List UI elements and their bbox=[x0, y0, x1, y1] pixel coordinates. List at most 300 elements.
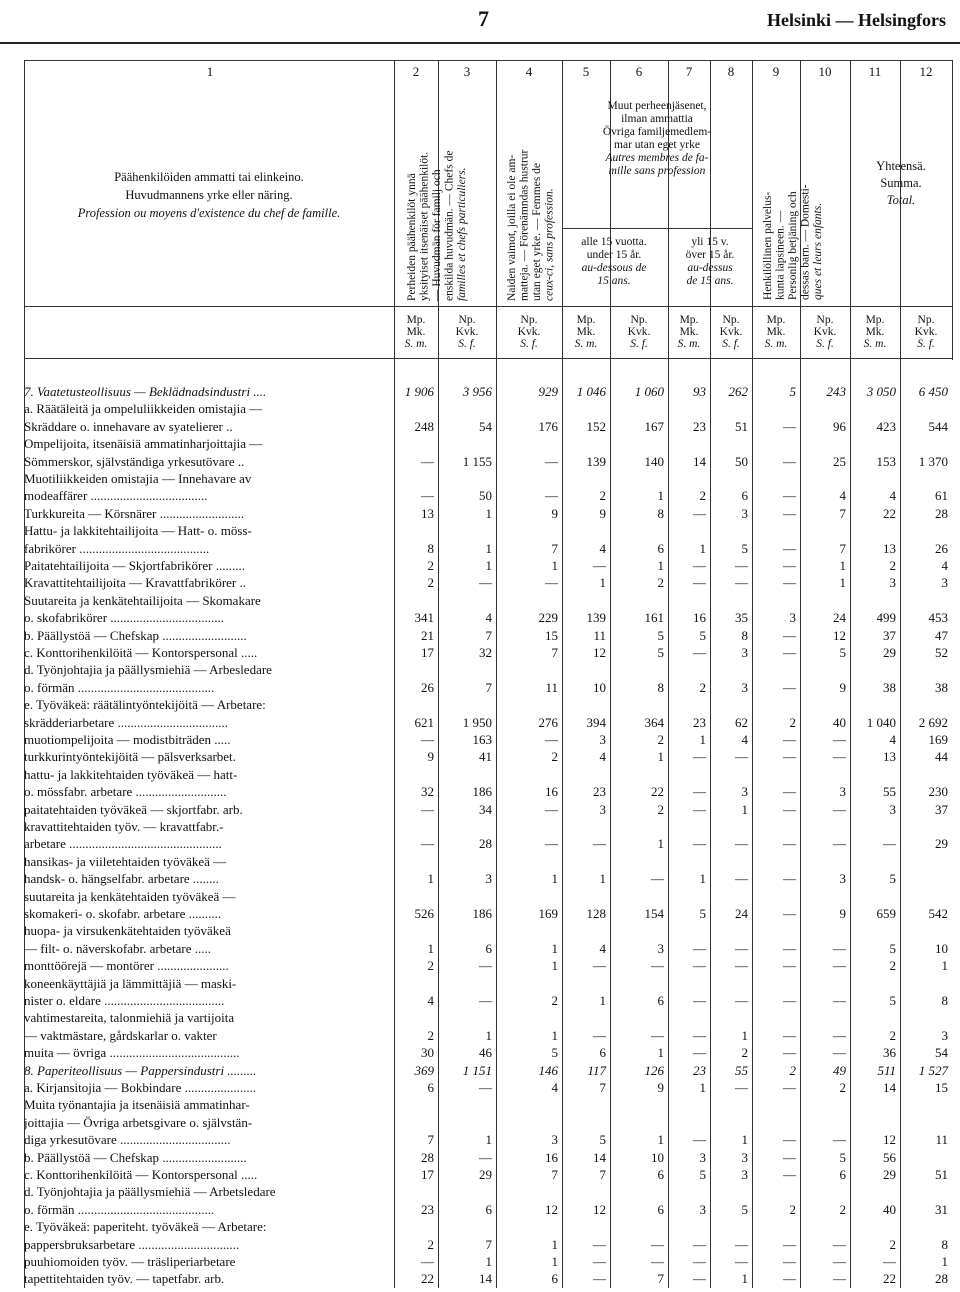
table-cell: 6 bbox=[551, 1271, 558, 1287]
table-row bbox=[0, 957, 960, 975]
table-cell: — bbox=[783, 627, 796, 643]
table-cell: — bbox=[883, 836, 896, 852]
table-cell: 14 bbox=[479, 1271, 492, 1287]
table-cell: 2 bbox=[699, 679, 706, 695]
table-cell: 93 bbox=[693, 384, 706, 399]
col2-line-3: — Huvudmän för familj och bbox=[431, 169, 443, 301]
table-cell: 12 bbox=[593, 645, 606, 660]
table-cell: 61 bbox=[935, 488, 948, 504]
table-cell: 659 bbox=[876, 906, 896, 921]
table-cell: — bbox=[693, 993, 706, 1008]
sex-subheader-line: Mk. bbox=[679, 326, 699, 338]
table-cell: 16 bbox=[545, 1149, 558, 1165]
table-cell: 56 bbox=[883, 1149, 896, 1165]
table-cell: 36 bbox=[883, 1045, 896, 1061]
table-cell: — bbox=[833, 1271, 846, 1287]
table-cell: 3 bbox=[741, 1149, 748, 1165]
table-cell: 5 bbox=[699, 1167, 706, 1182]
table-cell: 10 bbox=[651, 1149, 664, 1165]
table-cell: — bbox=[783, 488, 796, 504]
table-cell: 2 bbox=[741, 1045, 748, 1061]
table-cell: 3 bbox=[789, 610, 796, 626]
table-row bbox=[0, 1253, 960, 1271]
table-cell: 40 bbox=[883, 1201, 896, 1217]
table-row bbox=[0, 870, 960, 888]
table-cell: 4 bbox=[839, 488, 846, 504]
header-rule-bottom bbox=[24, 358, 952, 359]
stub-header bbox=[24, 168, 394, 222]
table-cell: 3 bbox=[551, 1132, 558, 1148]
table-cell: — bbox=[693, 940, 706, 956]
table-cell: 1 bbox=[657, 488, 664, 504]
table-cell: 15 bbox=[935, 1080, 948, 1095]
row-label: paitatehtaiden työväkeä — skjortfabr. arb. bbox=[24, 801, 243, 817]
table-cell: 8 bbox=[427, 540, 434, 556]
table-cell: — bbox=[833, 1236, 846, 1252]
stub-header-fr: Profession ou moyens d'existence du chef de famille. bbox=[77, 206, 341, 220]
sex-subheader bbox=[438, 314, 496, 350]
table-cell: 230 bbox=[928, 784, 948, 800]
table-row bbox=[0, 1183, 960, 1201]
table-cell: 5 bbox=[699, 906, 706, 921]
row-label: 7. Vaatetusteollisuus — Beklädnadsindustri .... bbox=[24, 384, 267, 399]
table-cell: 9 bbox=[657, 1080, 664, 1095]
table-cell: 128 bbox=[586, 906, 606, 921]
col2-line-5: familles et chefs particuliers. bbox=[456, 167, 468, 301]
table-row bbox=[0, 661, 960, 679]
table-cell: 7 bbox=[485, 627, 492, 643]
table-cell: 22 bbox=[883, 505, 896, 521]
table-cell: 26 bbox=[421, 679, 434, 695]
col5-6-line-3: au-dessous de bbox=[581, 262, 647, 274]
table-row bbox=[0, 818, 960, 836]
table-cell: — bbox=[833, 993, 846, 1008]
table-cell: — bbox=[545, 836, 558, 852]
table-cell: 1 bbox=[941, 1254, 948, 1269]
table-cell: 139 bbox=[586, 453, 606, 469]
table-cell: — bbox=[693, 1236, 706, 1252]
sex-subheader-line: Np. bbox=[917, 314, 935, 326]
sex-subheader-line: S. f. bbox=[458, 338, 476, 350]
table-row bbox=[0, 522, 960, 540]
table-cell: 2 bbox=[889, 1236, 896, 1252]
table-cell: — bbox=[593, 836, 606, 852]
table-cell: — bbox=[693, 836, 706, 852]
table-cell: 51 bbox=[935, 1167, 948, 1182]
table-cell: 23 bbox=[421, 1201, 434, 1217]
table-cell: 4 bbox=[889, 488, 896, 504]
table-cell: — bbox=[783, 749, 796, 765]
row-label: a. Räätäleitä ja ompeluliikkeiden omistajia — bbox=[24, 401, 263, 417]
row-label: 8. Paperiteollisuus — Pappersindustri ......... bbox=[24, 1062, 257, 1078]
table-cell: 3 050 bbox=[866, 384, 896, 399]
table-cell: 2 bbox=[551, 749, 558, 765]
table-row bbox=[0, 922, 960, 940]
table-cell: 6 450 bbox=[918, 384, 948, 399]
col9-line-1: Henkilöllinen palvelus- bbox=[762, 191, 774, 300]
table-cell: 7 bbox=[551, 1167, 558, 1182]
column-divider bbox=[952, 60, 953, 360]
table-cell: — bbox=[693, 1132, 706, 1148]
table-cell: 186 bbox=[472, 784, 492, 800]
table-cell: — bbox=[883, 1254, 896, 1269]
table-cell: 453 bbox=[928, 610, 948, 626]
table-cell: 13 bbox=[883, 749, 896, 765]
column-number: 3 bbox=[463, 64, 471, 79]
sex-subheader-line: Kvk. bbox=[627, 326, 651, 338]
table-cell: 3 956 bbox=[462, 384, 492, 399]
table-cell: 7 bbox=[839, 540, 846, 556]
table-cell: 7 bbox=[599, 1080, 606, 1095]
table-row bbox=[0, 1201, 960, 1219]
table-cell: — bbox=[421, 801, 434, 817]
table-cell: 369 bbox=[414, 1062, 434, 1078]
table-cell: 29 bbox=[883, 645, 896, 660]
table-cell: 5 bbox=[839, 645, 846, 660]
table-cell: 12 bbox=[833, 627, 846, 643]
table-cell: — bbox=[545, 575, 558, 591]
table-row bbox=[0, 470, 960, 488]
header-rule-middle bbox=[24, 306, 952, 307]
table-cell: 1 151 bbox=[462, 1062, 492, 1078]
table-cell: — bbox=[783, 558, 796, 573]
table-cell: 9 bbox=[839, 906, 846, 921]
table-cell: 9 bbox=[599, 505, 606, 521]
sex-subheader bbox=[610, 314, 668, 350]
table-row bbox=[0, 487, 960, 505]
table-cell: 21 bbox=[421, 627, 434, 643]
table-cell: — bbox=[421, 488, 434, 504]
table-cell: 40 bbox=[833, 714, 846, 730]
table-cell: 1 bbox=[657, 1045, 664, 1061]
table-cell: 4 bbox=[427, 993, 434, 1008]
table-cell: 38 bbox=[935, 679, 948, 695]
table-cell: 5 bbox=[657, 645, 664, 660]
table-row bbox=[0, 1079, 960, 1097]
table-cell: 15 bbox=[545, 627, 558, 643]
table-cell: 50 bbox=[735, 453, 748, 469]
table-cell: — bbox=[783, 732, 796, 747]
table-cell: 1 bbox=[551, 558, 558, 573]
table-cell: — bbox=[735, 1080, 748, 1095]
sex-subheader-line: S. m. bbox=[404, 338, 428, 350]
table-row bbox=[0, 1166, 960, 1184]
row-label: muita — övriga ........................................ bbox=[24, 1045, 240, 1061]
table-cell: 38 bbox=[883, 679, 896, 695]
table-cell: 7 bbox=[485, 679, 492, 695]
table-cell: — bbox=[545, 488, 558, 504]
table-cell: — bbox=[693, 1027, 706, 1043]
table-cell: 542 bbox=[928, 906, 948, 921]
sex-subheader-line: Np. bbox=[458, 314, 476, 326]
table-cell: 3 bbox=[889, 801, 896, 817]
table-row bbox=[0, 679, 960, 697]
table-row bbox=[0, 835, 960, 853]
table-cell: — bbox=[735, 836, 748, 852]
table-cell: — bbox=[735, 575, 748, 591]
col5-8-header bbox=[562, 100, 752, 178]
table-cell: — bbox=[735, 558, 748, 573]
col5-6-line-2: under 15 år. bbox=[586, 249, 642, 261]
column-number: 5 bbox=[582, 64, 590, 79]
col4-line-1: Naiden vaimot, joilla ei ole am- bbox=[506, 154, 518, 301]
sex-subheader-line: Np. bbox=[520, 314, 538, 326]
table-cell: 1 bbox=[741, 801, 748, 817]
table-cell: — bbox=[783, 1080, 796, 1095]
table-cell: — bbox=[479, 1149, 492, 1165]
row-label: hattu- ja lakkitehtaiden työväkeä — hatt- bbox=[24, 766, 238, 782]
table-cell: 229 bbox=[538, 610, 558, 626]
table-cell: 37 bbox=[935, 801, 948, 817]
row-label: Turkkureita — Körsnärer .......................... bbox=[24, 505, 245, 521]
table-cell: — bbox=[735, 1236, 748, 1252]
table-cell: 1 370 bbox=[918, 453, 948, 469]
col4-header bbox=[506, 76, 556, 301]
table-cell: — bbox=[421, 732, 434, 747]
table-cell: 22 bbox=[883, 1271, 896, 1287]
table-cell: — bbox=[833, 1254, 846, 1269]
row-label: turkkurintyöntekijöitä — pälsverksarbet. bbox=[24, 749, 236, 765]
table-cell: 47 bbox=[935, 627, 948, 643]
table-cell: 17 bbox=[421, 1167, 434, 1182]
table-cell: — bbox=[693, 1254, 706, 1269]
row-label: d. Työnjohtajia ja päällysmiehiä — Arbetsledare bbox=[24, 1184, 276, 1200]
table-cell: — bbox=[783, 1167, 796, 1182]
subheader-rule bbox=[562, 228, 752, 229]
table-cell: — bbox=[651, 871, 664, 887]
table-cell: 28 bbox=[421, 1149, 434, 1165]
table-cell: 51 bbox=[735, 418, 748, 434]
table-cell: — bbox=[783, 645, 796, 660]
sex-subheader bbox=[850, 314, 900, 350]
table-cell: 5 bbox=[657, 627, 664, 643]
sex-subheader-line: S. f. bbox=[816, 338, 834, 350]
sex-subheader-line: Mp. bbox=[679, 314, 699, 326]
page-number: 7 bbox=[478, 6, 489, 31]
table-cell: — bbox=[479, 1080, 492, 1095]
table-cell: 4 bbox=[599, 749, 606, 765]
table-cell: 1 bbox=[485, 1254, 492, 1269]
header-rule-top bbox=[24, 60, 952, 61]
table-cell: 3 bbox=[839, 784, 846, 800]
table-cell: 1 bbox=[485, 505, 492, 521]
sex-subheader-line: Np. bbox=[630, 314, 648, 326]
table-cell: 4 bbox=[599, 540, 606, 556]
table-cell: 3 bbox=[599, 801, 606, 817]
col2-line-4: enskilda huvudmän. — Chefs de bbox=[443, 150, 456, 301]
table-cell: 5 bbox=[889, 993, 896, 1008]
table-row bbox=[0, 1131, 960, 1149]
sex-subheader-line: S. m. bbox=[574, 338, 598, 350]
table-cell: — bbox=[783, 1254, 796, 1269]
row-label: — filt- o. näverskofabr. arbetare ..... bbox=[24, 940, 211, 956]
table-cell: 29 bbox=[935, 836, 948, 852]
table-cell: 169 bbox=[538, 906, 558, 921]
table-cell: 2 bbox=[789, 1062, 796, 1078]
table-row bbox=[0, 1062, 960, 1080]
table-cell: 2 bbox=[789, 714, 796, 730]
col2-line-1: Perheiden päähenkilöt ynnä bbox=[406, 173, 418, 301]
table-cell: 1 bbox=[657, 836, 664, 852]
row-label: o. mössfabr. arbetare ............................ bbox=[24, 784, 227, 800]
table-row bbox=[0, 609, 960, 627]
table-cell: 161 bbox=[644, 610, 664, 626]
table-cell: 5 bbox=[551, 1045, 558, 1061]
table-cell: 30 bbox=[421, 1045, 434, 1061]
table-cell: — bbox=[479, 958, 492, 974]
table-cell: — bbox=[833, 749, 846, 765]
row-label: Suutareita ja kenkätehtailijoita — Skomakare bbox=[24, 592, 261, 608]
stub-header-fi: Päähenkilöiden ammatti tai elinkeino. bbox=[114, 170, 304, 184]
table-row bbox=[0, 505, 960, 523]
col5-8-line-5: Autres membres de fa- bbox=[605, 152, 709, 164]
table-cell: 5 bbox=[789, 384, 796, 399]
sex-subheader-line: S. m. bbox=[863, 338, 887, 350]
table-cell: — bbox=[479, 575, 492, 591]
sex-subheader bbox=[800, 314, 850, 350]
table-cell: 2 bbox=[427, 1027, 434, 1043]
sex-subheader bbox=[496, 314, 562, 350]
table-cell: 6 bbox=[657, 1167, 664, 1182]
table-cell: 2 bbox=[889, 1027, 896, 1043]
table-cell: 24 bbox=[833, 610, 846, 626]
table-row bbox=[0, 574, 960, 592]
table-cell: 5 bbox=[741, 1201, 748, 1217]
col5-8-line-2: ilman ammattia bbox=[621, 113, 693, 125]
table-cell: 4 bbox=[551, 1080, 558, 1095]
table-cell: 22 bbox=[651, 784, 664, 800]
table-cell: 1 bbox=[599, 575, 606, 591]
table-cell: — bbox=[735, 1254, 748, 1269]
table-cell: 1 bbox=[485, 540, 492, 556]
table-cell: — bbox=[545, 453, 558, 469]
table-cell: 11 bbox=[935, 1132, 948, 1148]
total-line-2: Summa. bbox=[880, 176, 922, 190]
table-cell: 169 bbox=[928, 732, 948, 747]
column-number: 12 bbox=[919, 64, 933, 79]
table-row bbox=[0, 696, 960, 714]
row-label: pappersbruksarbetare ............................... bbox=[24, 1236, 240, 1252]
row-label: — vaktmästare, gårdskarlar o. vakter bbox=[24, 1027, 217, 1043]
row-label: Paitatehtailijoita — Skjortfabrikörer ......... bbox=[24, 558, 245, 573]
table-cell: 154 bbox=[644, 906, 664, 921]
table-cell: 1 bbox=[741, 1027, 748, 1043]
table-cell: — bbox=[735, 958, 748, 974]
table-cell: 7 bbox=[599, 1167, 606, 1182]
table-cell: 4 bbox=[741, 732, 748, 747]
table-cell: 3 bbox=[657, 940, 664, 956]
table-cell: — bbox=[735, 940, 748, 956]
table-cell: 276 bbox=[538, 714, 558, 730]
table-cell: 10 bbox=[935, 940, 948, 956]
table-cell: 6 bbox=[485, 940, 492, 956]
table-cell: — bbox=[651, 1254, 664, 1269]
table-cell: 1 950 bbox=[462, 714, 492, 730]
stub-header-sv: Huvudmannens yrke eller näring. bbox=[125, 188, 293, 202]
col4-line-4: ceux-ci, sans profession. bbox=[543, 188, 556, 301]
row-label: d. Työnjohtajia ja päällysmiehiä — Arbesledare bbox=[24, 662, 272, 678]
row-label: a. Kirjansitojia — Bokbindare ...................... bbox=[24, 1080, 257, 1095]
table-cell: 621 bbox=[414, 714, 434, 730]
table-cell: — bbox=[833, 940, 846, 956]
table-cell: 152 bbox=[586, 418, 606, 434]
sex-subheader-line: Mp. bbox=[576, 314, 596, 326]
table-cell: 16 bbox=[693, 610, 706, 626]
col9-line-2: kunta lapsineen. — bbox=[774, 210, 787, 300]
table-cell: 544 bbox=[928, 418, 948, 434]
table-cell: — bbox=[421, 836, 434, 852]
table-cell: 2 bbox=[839, 1080, 846, 1095]
sex-subheader-line: S. m. bbox=[677, 338, 701, 350]
table-cell: 44 bbox=[935, 749, 948, 765]
table-cell: 394 bbox=[586, 714, 606, 730]
table-cell: 186 bbox=[472, 906, 492, 921]
table-cell: 55 bbox=[735, 1062, 748, 1078]
table-cell: — bbox=[783, 1271, 796, 1287]
row-label: o. förmän .......................................... bbox=[24, 1201, 215, 1217]
table-cell: 1 bbox=[741, 1271, 748, 1287]
table-cell: 117 bbox=[587, 1062, 606, 1078]
table-cell: 1 bbox=[657, 1132, 664, 1148]
table-cell: 11 bbox=[593, 627, 606, 643]
table-cell: 243 bbox=[826, 384, 846, 399]
table-cell: 1 bbox=[657, 558, 664, 573]
table-cell: 1 bbox=[485, 558, 492, 573]
table-cell: — bbox=[783, 958, 796, 974]
table-cell: — bbox=[651, 1027, 664, 1043]
row-label: suutareita ja kenkätehtaiden työväkeä — bbox=[24, 888, 236, 904]
table-cell: 41 bbox=[479, 749, 492, 765]
table-cell: 6 bbox=[657, 993, 664, 1008]
table-cell: 3 bbox=[741, 505, 748, 521]
sex-subheader-line: Kvk. bbox=[455, 326, 479, 338]
table-cell: 13 bbox=[883, 540, 896, 556]
column-number: 1 bbox=[206, 64, 214, 79]
sex-subheader bbox=[562, 314, 610, 350]
row-label: huopa- ja virsukenkätehtaiden työväkeä bbox=[24, 923, 231, 939]
row-label: b. Päällystöä — Chefskap .......................... bbox=[24, 1149, 247, 1165]
table-cell: — bbox=[693, 575, 706, 591]
row-label: handsk- o. hängselfabr. arbetare ........ bbox=[24, 871, 219, 887]
table-cell: 2 bbox=[657, 575, 664, 591]
table-cell: — bbox=[833, 1132, 846, 1148]
table-cell: 23 bbox=[693, 418, 706, 434]
col9-line-4: dessas barn. — Domesti- bbox=[799, 184, 812, 300]
table-cell: 3 bbox=[941, 1027, 948, 1043]
table-cell: — bbox=[833, 1045, 846, 1061]
column-number: 9 bbox=[772, 64, 780, 79]
table-cell: 1 bbox=[551, 1027, 558, 1043]
table-cell: 46 bbox=[479, 1045, 492, 1061]
table-cell: 1 527 bbox=[918, 1062, 948, 1078]
table-cell: 14 bbox=[593, 1149, 606, 1165]
table-cell: — bbox=[593, 1027, 606, 1043]
sex-subheader-line: Kvk. bbox=[914, 326, 938, 338]
table-row bbox=[0, 540, 960, 558]
col7-8-line-2: över 15 år. bbox=[685, 249, 735, 261]
table-cell: 1 bbox=[699, 871, 706, 887]
table-cell: — bbox=[693, 558, 706, 573]
table-row bbox=[0, 453, 960, 471]
table-row bbox=[0, 592, 960, 610]
col5-8-line-1: Muut perheenjäsenet, bbox=[607, 100, 707, 112]
total-line-1: Yhteensä. bbox=[876, 159, 926, 173]
table-cell: — bbox=[421, 1254, 434, 1269]
col2-line-2: yksityiset itsenäiset päähenkilöt. bbox=[418, 151, 431, 301]
table-cell: 34 bbox=[479, 801, 492, 817]
table-cell: 1 bbox=[551, 1236, 558, 1252]
table-cell: — bbox=[693, 801, 706, 817]
